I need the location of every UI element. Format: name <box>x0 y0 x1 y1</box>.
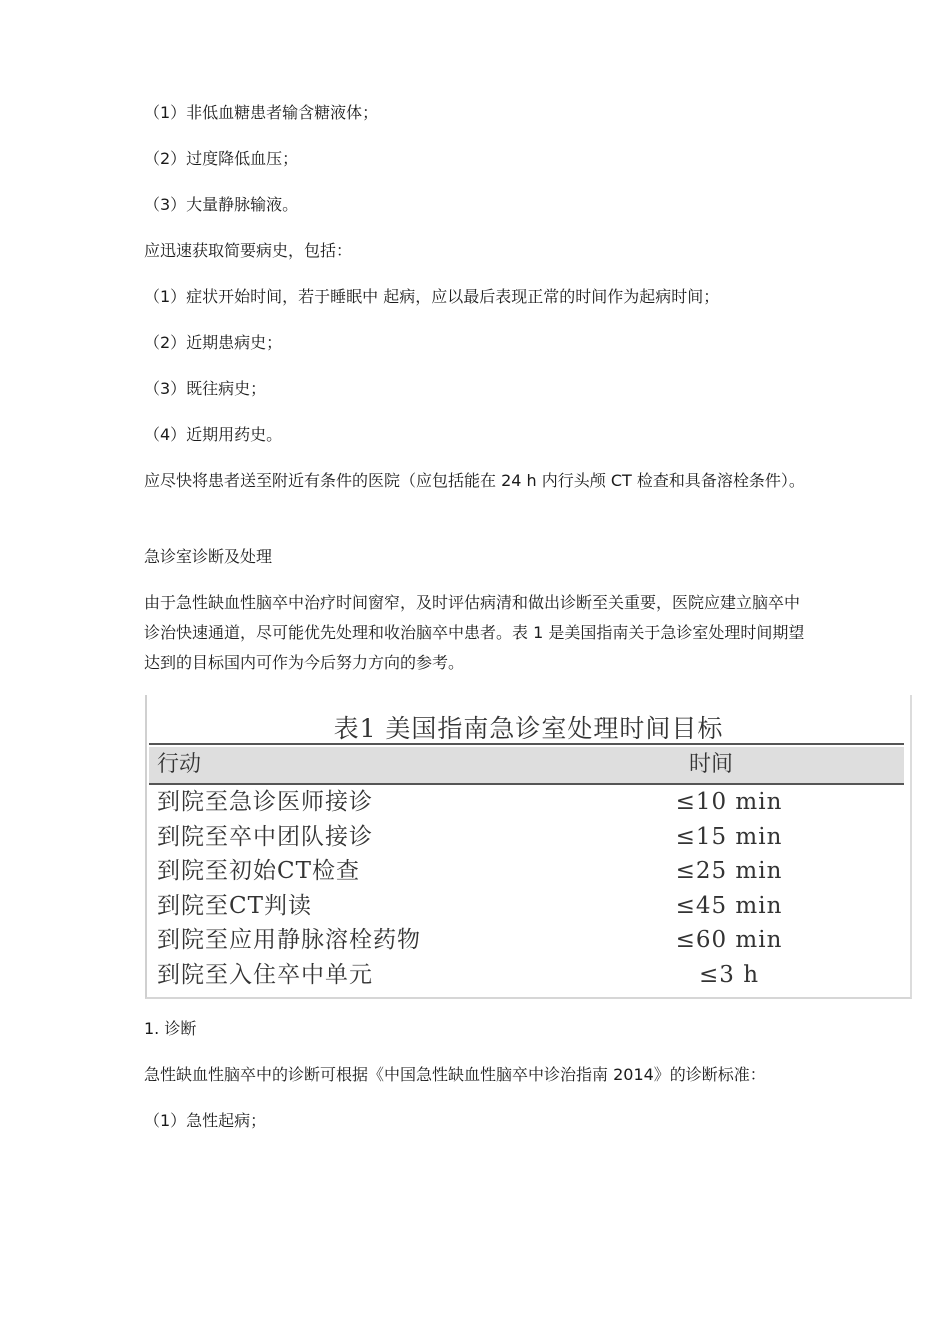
table-row <box>149 785 904 820</box>
table-row <box>149 820 904 855</box>
list-item-blood-pressure: （2）过度降低血压； <box>144 149 299 168</box>
table-cell-action: 到院至卒中团队接诊 <box>157 823 373 850</box>
table-cell-time: ≤45 min <box>675 892 783 919</box>
history-item-medication: （4）近期用药史。 <box>144 425 283 444</box>
section-heading-emergency: 急诊室诊断及处理 <box>144 547 273 566</box>
table-rule <box>149 743 904 745</box>
table-row <box>149 854 904 889</box>
section-heading-diagnosis: 1. 诊断 <box>144 1019 197 1038</box>
history-intro: 应迅速获取简要病史，包括： <box>144 241 353 260</box>
time-target-table <box>145 695 912 999</box>
table-cell-time: ≤10 min <box>675 789 783 815</box>
table-header-row <box>149 747 904 785</box>
table-caption: 表1 美国指南急诊室处理时间目标 <box>333 714 724 743</box>
table-cell-action: 到院至急诊医师接诊 <box>157 789 373 815</box>
table-header-time: 时间 <box>689 752 734 777</box>
list-item-hypoglycemia: （1）非低血糖患者输含糖液体； <box>144 103 379 122</box>
diagnosis-item-acute-onset: （1）急性起病； <box>144 1111 267 1130</box>
table-cell-time: ≤3 h <box>698 961 760 988</box>
table-row <box>149 958 904 993</box>
table-cell-action: 到院至入住卒中单元 <box>157 961 373 988</box>
table-row <box>149 889 904 924</box>
history-item-past: （3）既往病史； <box>144 379 267 398</box>
history-item-onset: （1）症状开始时间，若于睡眠中 起病，应以最后表现正常的时间作为起病时间； <box>144 287 720 306</box>
transfer-paragraph: 应尽快将患者送至附近有条件的医院（应包括能在 24 h 内行头颅 CT 检查和具备溶栓条件）。 <box>144 471 805 490</box>
table-cell-time: ≤15 min <box>675 823 783 850</box>
table-cell-time: ≤25 min <box>675 858 783 885</box>
emergency-paragraph: 由于急性缺血性脑卒中治疗时间窗窄，及时评估病清和做出诊断至关重要，医院应建立脑卒中诊治快速通道，尽可能优先处理和收治脑卒中患者。表 1 是美国指南关于急诊室处理时间期望达到的目标国内可作为今后努力方向的参考。 <box>144 593 805 672</box>
table-cell-action: 到院至应用静脉溶栓药物 <box>157 927 421 954</box>
table-header-action: 行动 <box>157 752 202 777</box>
table-cell-action: 到院至CT判读 <box>157 892 312 919</box>
table-cell-action: 到院至初始CT检查 <box>157 858 360 885</box>
table-row <box>149 923 904 958</box>
diagnosis-paragraph: 急性缺血性脑卒中的诊断可根据《中国急性缺血性脑卒中诊治指南 2014》的诊断标准： <box>144 1065 766 1084</box>
history-item-recent-illness: （2）近期患病史； <box>144 333 283 352</box>
list-item-infusion: （3）大量静脉输液。 <box>144 195 299 214</box>
table-cell-time: ≤60 min <box>675 927 783 954</box>
